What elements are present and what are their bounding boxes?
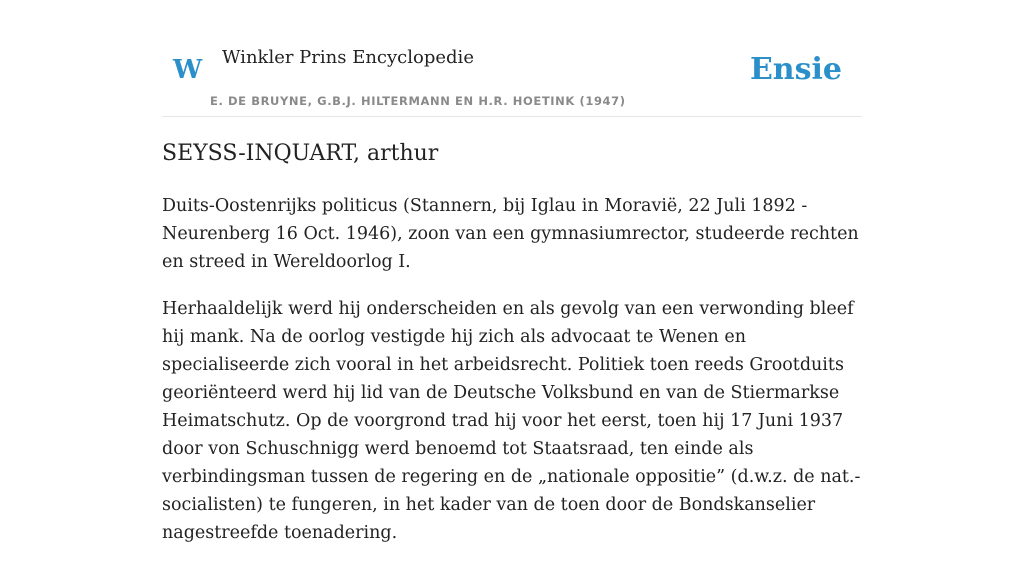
publication-authors: E. DE BRUYNE, G.B.J. HILTERMANN EN H.R. HOETINK (1947) xyxy=(210,94,626,108)
entry-paragraph-1: Duits-Oostenrijks politicus (Stannern, bij Iglau in Moravië, 22 Juli 1892 - Neurenberg 16 Oct. 1946), zoon van een gymnasiumrector, studeerde rechten en streed in Wereldoorlog I. xyxy=(162,196,859,272)
site-header xyxy=(162,0,862,117)
publication-title[interactable]: Winkler Prins Encyclopedie xyxy=(222,47,474,68)
publication-logo[interactable]: W xyxy=(173,55,203,85)
ensie-logo[interactable]: Ensie xyxy=(749,52,842,87)
entry-paragraph-2: Herhaaldelijk werd hij onderscheiden en als gevolg van een verwonding bleef hij mank. Na de oorlog vestigde hij zich als advocaat te Wenen en specialiseerde zich vooral in het arbeidsrecht. Politiek toen reeds Grootduits georiënteerd werd hij lid van de Deutsche Volksbund en van de Stiermarkse Heimatschutz. Op de voorgrond trad hij voor het eerst, toen hij 17 Juni 1937 door von Schuschnigg werd benoemd tot Staatsraad, ten einde als verbindingsman tussen de regering en de „nationale oppositie” (d.w.z. de nat.-socialisten) te fungeren, in het kader van de toen door de Bondskanselier nagestreefde toenadering. xyxy=(162,299,861,543)
entry-title: SEYSS-INQUART, arthur xyxy=(162,141,439,166)
entry-content xyxy=(162,192,864,566)
